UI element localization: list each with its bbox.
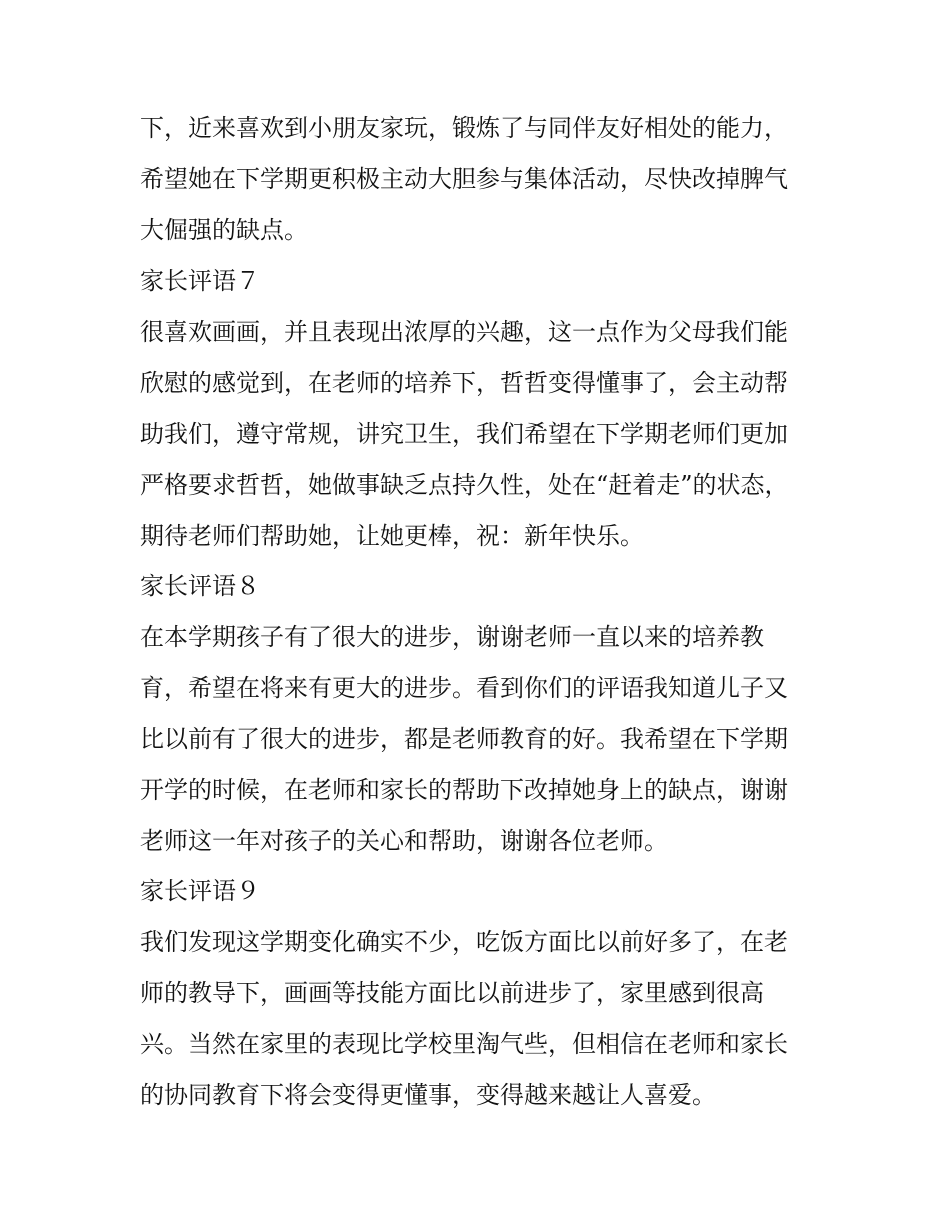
text-line: 的协同教育下将会变得更懂事，变得越来越让人喜爱。 bbox=[140, 1081, 716, 1109]
section-heading-8: 家长评语８ bbox=[140, 572, 260, 600]
text-line: 大倔强的缺点。 bbox=[140, 216, 308, 244]
text-line: 严格要求哲哲，她做事缺乏点持久性，处在“赶着走”的状态， bbox=[140, 471, 789, 499]
text-line: 兴。当然在家里的表现比学校里淘气些，但相信在老师和家长 bbox=[140, 1030, 788, 1058]
text-line: 育，希望在将来有更大的进步。看到你们的评语我知道儿子又 bbox=[140, 674, 788, 702]
text-line: 期待老师们帮助她，让她更棒，祝：新年快乐。 bbox=[140, 522, 644, 550]
text-line: 我们发现这学期变化确实不少，吃饭方面比以前好多了，在老 bbox=[140, 928, 788, 956]
section-heading-9: 家长评语９ bbox=[140, 877, 260, 905]
text-line: 师的教导下，画画等技能方面比以前进步了，家里感到很高 bbox=[140, 979, 764, 1007]
text-line: 欣慰的感觉到，在老师的培养下，哲哲变得懂事了，会主动帮 bbox=[140, 369, 788, 397]
text-line: 很喜欢画画，并且表现出浓厚的兴趣，这一点作为父母我们能 bbox=[140, 318, 788, 346]
text-line: 在本学期孩子有了很大的进步，谢谢老师一直以来的培养教 bbox=[140, 623, 764, 651]
text-line: 希望她在下学期更积极主动大胆参与集体活动，尽快改掉脾气 bbox=[140, 165, 788, 193]
text-line: 比以前有了很大的进步，都是老师教育的好。我希望在下学期 bbox=[140, 725, 788, 753]
text-line: 下，近来喜欢到小朋友家玩，锻炼了与同伴友好相处的能力， bbox=[140, 114, 788, 142]
text-line: 开学的时候，在老师和家长的帮助下改掉她身上的缺点，谢谢 bbox=[140, 776, 788, 804]
section-heading-7: 家长评语７ bbox=[140, 267, 260, 295]
text-line: 助我们，遵守常规，讲究卫生，我们希望在下学期老师们更加 bbox=[140, 420, 788, 448]
text-line: 老师这一年对孩子的关心和帮助，谢谢各位老师。 bbox=[140, 827, 668, 855]
